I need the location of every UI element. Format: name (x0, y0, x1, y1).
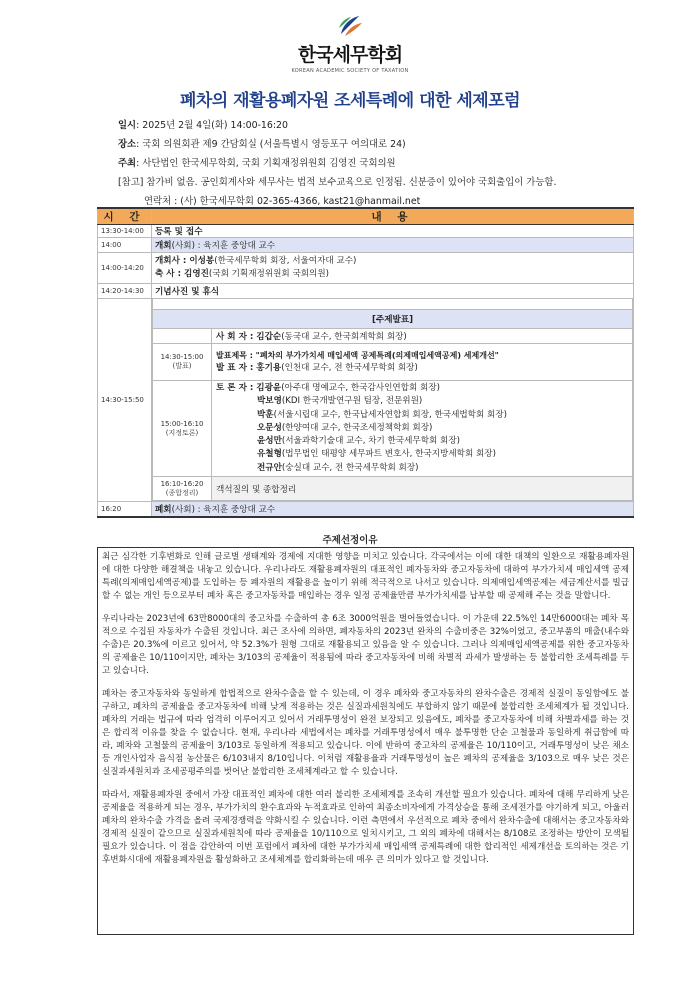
event-info (118, 116, 556, 211)
list-item (216, 462, 628, 475)
row-time: 14:00 (98, 238, 152, 253)
discussant-name: 박보영 (257, 396, 282, 407)
header-time: 시 간 (98, 208, 152, 225)
qa-type: (종합정리) (165, 488, 199, 497)
place-label: 장소 (118, 139, 137, 150)
contact-row: 연락처 : (사) 한국세무학회 02-365-4366, kast21@hanmail.net (144, 196, 421, 207)
discussant-aff: (서울과학기술대 교수, 차기 한국세무학회 회장) (281, 436, 461, 447)
row-time: 14:20-14:30 (98, 284, 152, 299)
date-value: : 2025년 2월 4일(화) 14:00-16:20 (136, 120, 288, 131)
logo-name: 한국세무학회 (297, 44, 403, 66)
qa-content: 객석질의 및 종합정리 (212, 477, 633, 501)
discussant-aff: (KDI 한국개발연구원 팀장, 전문위원) (281, 396, 423, 407)
page-title: 폐차의 재활용폐자원 조세특례에 대한 세제포럼 (179, 91, 521, 111)
row-content (152, 253, 634, 284)
pres-time: 14:30-15:00 (160, 353, 204, 361)
table-row (98, 225, 634, 238)
speech-aff: (한국세무학회 회장, 서울여자대 교수) (214, 256, 357, 266)
discussant-name: 토 론 자 : 김광윤 (216, 383, 282, 394)
society-logo (0, 14, 700, 74)
header-content: 내 용 (152, 208, 634, 225)
row-time: 14:00-14:20 (98, 253, 152, 284)
host-value: : 사단법인 한국세무학회, 국회 기획재정위원회 김영진 국회의원 (136, 158, 396, 169)
list-item (216, 448, 628, 461)
row-time: 13:30-14:00 (98, 225, 152, 238)
place-value: : 국회 의원회관 제9 간담회실 (서울특별시 영등포구 여의대로 24) (136, 139, 406, 150)
note-row: [참고] 참가비 없음. 공인회계사와 세무사는 법적 보수교육으로 인정됨. 신분증이 있어야 국회출입이 가능함. (118, 177, 557, 188)
moderator-row (212, 329, 633, 344)
list-item (216, 435, 628, 448)
row-time: 14:30-15:50 (98, 299, 152, 502)
presentation-title: 발표제목 : "폐차의 부가가치세 매입세액 공제특례(의제매입세액공제) 세제개선" (216, 351, 499, 360)
row-time: 16:20 (98, 502, 152, 517)
list-item (216, 422, 628, 435)
logo-subtitle: KOREAN ACADEMIC SOCIETY OF TAXATION (291, 68, 409, 74)
list-item (216, 395, 628, 408)
host-label: 주최 (118, 158, 137, 169)
schedule-table (97, 207, 634, 518)
pres-type: (발표) (172, 362, 192, 370)
discussant-aff: (아주대 명예교수, 한국감사인연합회 회장) (281, 383, 440, 394)
rationale-paragraph: 우리나라는 2023년에 63만8000대의 중고차를 수출하여 총 6조 3000억원을 벌어들였습니다. 이 가운데 22.5%인 14만6000대는 폐차 목적으로 수집된 자동차가 수출된 것입니다. 최근 조사에 의하면, 폐자동차의 2023년 완차의 수출비중은 32%이었고, 중고부품의 매출(내수와 수출)은 20.3%에 이르고 있어서, 약 52.3%가 원형 그대로 재활용되고 있음을 알 수 있습니다. 그러나 의제매입세액공제를 위한 중고자동차의 공제율은 10/110이지만, 폐차는 3/103의 공제율이 적용됨에 따라 중고자동차에 비해 차별적 과세가 발생하는 등 불합리한 조세특례를 두고 있습니다. (102, 614, 629, 676)
congrats-label: 축 사 : 김영진 (155, 269, 209, 279)
rationale-paragraph: 따라서, 재활용폐자원 중에서 가장 대표적인 폐차에 대한 여러 불리한 조세체계를 조속히 개선할 필요가 있습니다. 폐차에 대해 무리하게 낮은 공제율을 적용하게 되는 경우, 부가가치의 환수효과와 누적효과로 인하여 최종소비자에게 가격상승을 통해 조세전가를 야기하게 되고, 아울러 폐차의 완차수출 가격을 올려 국제경쟁력을 약화시킬 수 있습니다. 이런 측면에서 우선적으로 폐차 중에서 완차수출에 대해서는 중고자동차와 경제적 실질이 같으므로 실질과세원칙에 따라 공제율을 10/110으로 일치시키고, 그 외의 폐차에 대해서는 8/108로 조정하는 방안이 모색될 필요가 있습니다. 이 점을 감안하여 이번 포럼에서 폐차에 대한 부가가치세 매입세액 공제특례에 대한 합리적인 세제개선을 토의하는 것은 기후변화시대에 재활용폐자원을 활성화하고 조세체계를 합리화하는데 매우 큰 의미가 있다고 할 것입니다. (102, 790, 629, 865)
row-content: 기념사진 및 휴식 (152, 284, 634, 299)
discussant-aff: (숭실대 교수, 전 한국세무학회 회장) (281, 462, 419, 473)
closing-host: (사회) : 육지훈 중앙대 교수 (171, 504, 276, 515)
moderator-name: 사 회 자 : 김갑순 (216, 332, 282, 342)
list-item (216, 382, 628, 395)
discussant-aff: (법무법인 태평양 세무파트 변호사, 한국지방세학회 회장) (281, 449, 496, 460)
closing-label: 폐회 (155, 504, 172, 515)
rationale-box (97, 547, 634, 935)
opening-label: 개회 (155, 241, 172, 251)
presentation-row (212, 344, 633, 381)
discussant-name: 윤성만 (257, 436, 282, 447)
host-row (118, 154, 556, 173)
table-row (98, 502, 634, 517)
place-row (118, 135, 556, 154)
rationale-title: 주제선정이유 (322, 535, 378, 546)
discussant-aff: (한양여대 교수, 한국조세정책학회 회장) (281, 422, 433, 433)
row-content (152, 502, 634, 517)
qa-time (153, 477, 212, 501)
table-row (98, 299, 634, 502)
session-header: [주제발표] (153, 310, 633, 329)
presenter-aff: (인천대 교수, 전 한국세무학회 회장) (281, 363, 418, 373)
date-label: 일시 (118, 120, 137, 131)
qa-time-value: 16:10-16:20 (160, 479, 204, 488)
speech-label: 개회사 : 이성봉 (155, 256, 215, 266)
table-row (98, 284, 634, 299)
presentation-time (153, 344, 212, 381)
discussion-time (153, 381, 212, 477)
disc-time: 15:00-16:10 (160, 419, 204, 428)
row-content: 등록 및 접수 (152, 225, 634, 238)
session-cell (152, 299, 634, 502)
discussant-list (212, 381, 633, 477)
row-content (152, 238, 634, 253)
rationale-paragraph: 최근 심각한 기후변화로 인해 글로벌 생태계와 경제에 지대한 영향을 미치고 있습니다. 각국에서는 이에 대한 대책의 일환으로 재활용폐자원에 대한 다양한 해결책을 내놓고 있습니다. 우리나라도 재활용폐자원의 대표적인 폐자동차와 중고자동차에 대하여 부가가치세 매입세액 공제특례(의제매입세액공제)를 도입하는 등 폐자원의 재활용을 높이기 위해 적극적으로 나서고 있습니다. 의제매입세액공제는 세금계산서를 빌급할 수 없는 개인 등으로부터 폐차 혹은 중고자동차를 매입하는 경우 일정 공제율만큼 부가가치세를 납부할 때 공제해 주는 것을 말합니다. (102, 552, 629, 601)
rationale-paragraph: 폐차는 중고자동차와 동일하게 합법적으로 완차수출을 할 수 있는데, 이 경우 폐차와 중고자동차의 완차수출은 경제적 실질이 동일함에도 불구하고, 폐차의 공제율을 중고자동차에 비해 낮게 적용하는 것은 실질과세원칙에도 부합하지 않기 때문에 불합리한 조세체계가 될 것입니다. 폐차의 거래는 법규에 따라 엄격히 이루어지고 있어서 거래투명성이 완전 보장되고 있음에도, 폐차를 중고자동차에 비해 차별과세를 하는 것은 합리적 이유를 찾을 수 없습니다. 현재, 우리나라 세법에서는 폐차를 거래투명성에서 매우 불투명한 단순 고철물과 동일하게 취급함에 따라, 폐차와 고철물의 공제율이 3/103로 동일하게 적용되고 있습니다. 이에 반하여 중고차의 공제율은 10/110이고, 거래투명성이 낮은 채소 등 개인사업자 음식점 농산물은 6/103내지 8/10입니다. 이처럼 재활용율과 거래투명성이 높은 폐차의 공제율을 3/103으로 매우 낮은 것은 실질과세원치과 조세공평주의를 벗어난 불합리한 조세체계라고 할 수 있습니다. (102, 689, 629, 777)
logo-mark-icon (337, 14, 363, 38)
congrats-aff: (국회 기획재정위원회 국회의원) (208, 269, 330, 279)
list-item (216, 409, 628, 422)
discussant-name: 전규안 (257, 462, 282, 473)
session-table (152, 299, 633, 501)
date-row (118, 116, 556, 135)
moderator-aff: (동국대 교수, 한국회계학회 회장) (281, 332, 407, 342)
discussant-name: 오문성 (257, 422, 282, 433)
disc-type: (지정토론) (165, 428, 199, 437)
discussant-aff: (서울시립대 교수, 한국납세자연합회 회장, 한국세법학회 회장) (273, 409, 507, 420)
opening-host: (사회) : 육지훈 중앙대 교수 (171, 241, 276, 251)
presenter-name: 발 표 자 : 홍기용 (216, 363, 282, 373)
table-row (98, 238, 634, 253)
discussant-name: 박훈 (257, 409, 274, 420)
discussant-name: 유철형 (257, 449, 282, 460)
table-row (98, 253, 634, 284)
